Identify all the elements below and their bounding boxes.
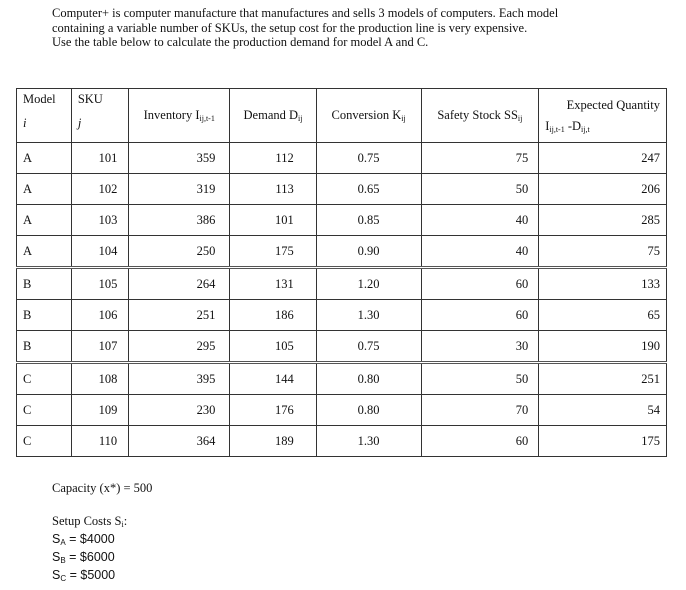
- cell-conversion: 1.30: [316, 426, 421, 457]
- setup-title-suffix: :: [123, 514, 128, 528]
- cell-inventory: 295: [129, 331, 230, 363]
- cell-model: A: [17, 174, 72, 205]
- cell-expected-quantity: 175: [539, 426, 667, 457]
- cell-safety-stock: 75: [421, 143, 539, 174]
- cell-demand: 189: [230, 426, 316, 457]
- cell-sku: 103: [71, 205, 128, 236]
- header-demand-label: Demand D: [243, 108, 299, 122]
- cell-expected-quantity: 133: [539, 268, 667, 300]
- cell-sku: 107: [71, 331, 128, 363]
- cell-inventory: 319: [129, 174, 230, 205]
- table-body: [17, 143, 667, 457]
- table-row: [17, 174, 667, 205]
- cell-expected-quantity: 54: [539, 395, 667, 426]
- setup-cost-symbol: S: [52, 532, 61, 546]
- header-conversion-label: Conversion K: [331, 108, 402, 122]
- cell-conversion: 1.20: [316, 268, 421, 300]
- cell-model: A: [17, 143, 72, 174]
- cell-safety-stock: 50: [421, 174, 539, 205]
- setup-cost-symbol: S: [52, 568, 61, 582]
- setup-cost-subscript: A: [60, 538, 66, 547]
- cell-safety-stock: 50: [421, 363, 539, 395]
- intro-paragraph: Computer+ is computer manufacture that manufactures and sells 3 models of computers. Each model containing a variable number of SKUs, the setup cost for the production line is very expensive.: [52, 6, 559, 35]
- header-conversion-sub: ij: [401, 114, 406, 123]
- cell-inventory: 386: [129, 205, 230, 236]
- setup-cost-value: = $6000: [65, 550, 115, 564]
- table-row: [17, 363, 667, 395]
- cell-expected-quantity: 285: [539, 205, 667, 236]
- cell-conversion: 1.30: [316, 300, 421, 331]
- setup-cost-line: [52, 550, 152, 568]
- setup-cost-value: = $4000: [65, 532, 115, 546]
- cell-inventory: 395: [129, 363, 230, 395]
- cell-inventory: 251: [129, 300, 230, 331]
- cell-sku: 105: [71, 268, 128, 300]
- cell-conversion: 0.80: [316, 395, 421, 426]
- cell-model: A: [17, 236, 72, 268]
- cell-demand: 101: [230, 205, 316, 236]
- header-safety-label: Safety Stock SS: [437, 108, 518, 122]
- cell-expected-quantity: 247: [539, 143, 667, 174]
- header-model-symbol: i: [23, 116, 27, 130]
- cell-model: B: [17, 268, 72, 300]
- header-expected-quantity: [539, 89, 667, 143]
- intro-instruction: Use the table below to calculate the production demand for model A and C.: [52, 35, 429, 49]
- table-row: [17, 300, 667, 331]
- cell-safety-stock: 40: [421, 205, 539, 236]
- cell-safety-stock: 60: [421, 426, 539, 457]
- cell-conversion: 0.85: [316, 205, 421, 236]
- cell-model: B: [17, 331, 72, 363]
- formula-i-sub: ij,t-1: [549, 124, 565, 134]
- cell-inventory: 264: [129, 268, 230, 300]
- setup-title-sub: i: [121, 520, 124, 529]
- table-row: [17, 143, 667, 174]
- sku-data-table: [16, 88, 667, 457]
- cell-model: C: [17, 426, 72, 457]
- formula-d-sub: ij,t: [581, 124, 590, 134]
- header-sku-symbol: j: [77, 116, 82, 130]
- cell-expected-quantity: 251: [539, 363, 667, 395]
- cell-sku: 104: [71, 236, 128, 268]
- cell-sku: 101: [71, 143, 128, 174]
- header-inventory: [129, 89, 230, 143]
- formula-minus-d: -D: [564, 118, 582, 133]
- footer-notes: [52, 481, 152, 586]
- cell-demand: 175: [230, 236, 316, 268]
- cell-demand: 112: [230, 143, 316, 174]
- header-inventory-label: Inventory I: [143, 108, 200, 122]
- cell-demand: 144: [230, 363, 316, 395]
- header-inventory-sub: ij,t-1: [199, 114, 215, 123]
- table-row: [17, 205, 667, 236]
- cell-conversion: 0.80: [316, 363, 421, 395]
- cell-sku: 108: [71, 363, 128, 395]
- cell-safety-stock: 70: [421, 395, 539, 426]
- setup-cost-value: = $5000: [66, 568, 116, 582]
- capacity-text: Capacity (x*) = 500: [52, 481, 153, 495]
- setup-costs-list: [52, 532, 152, 586]
- table-row: [17, 236, 667, 268]
- setup-cost-line: [52, 532, 152, 550]
- header-safety-stock: [421, 89, 539, 143]
- problem-statement: [52, 6, 612, 50]
- cell-demand: 131: [230, 268, 316, 300]
- header-conversion: [316, 89, 421, 143]
- table-row: [17, 268, 667, 300]
- cell-sku: 109: [71, 395, 128, 426]
- table-row: [17, 426, 667, 457]
- cell-safety-stock: 30: [421, 331, 539, 363]
- cell-demand: 186: [230, 300, 316, 331]
- header-demand: [230, 89, 316, 143]
- table-row: [17, 331, 667, 363]
- header-model-label: Model: [23, 92, 56, 106]
- setup-cost-line: [52, 568, 152, 586]
- cell-sku: 110: [71, 426, 128, 457]
- setup-cost-subscript: C: [60, 574, 67, 583]
- header-expected-formula: [545, 119, 660, 134]
- cell-inventory: 359: [129, 143, 230, 174]
- header-sku: [71, 89, 128, 143]
- cell-demand: 176: [230, 395, 316, 426]
- table-row: [17, 395, 667, 426]
- cell-sku: 106: [71, 300, 128, 331]
- cell-inventory: 364: [129, 426, 230, 457]
- cell-inventory: 230: [129, 395, 230, 426]
- setup-cost-symbol: S: [52, 550, 61, 564]
- cell-safety-stock: 60: [421, 300, 539, 331]
- cell-conversion: 0.65: [316, 174, 421, 205]
- header-expected-label: Expected Quantity: [566, 97, 660, 112]
- cell-demand: 105: [230, 331, 316, 363]
- header-safety-sub: ij: [517, 114, 523, 123]
- cell-sku: 102: [71, 174, 128, 205]
- table-header-row: [17, 89, 667, 143]
- cell-expected-quantity: 190: [539, 331, 667, 363]
- cell-model: A: [17, 205, 72, 236]
- setup-title-label: Setup Costs S: [52, 514, 122, 528]
- cell-safety-stock: 60: [421, 268, 539, 300]
- cell-model: C: [17, 395, 72, 426]
- cell-expected-quantity: 206: [539, 174, 667, 205]
- cell-conversion: 0.75: [316, 143, 421, 174]
- cell-inventory: 250: [129, 236, 230, 268]
- cell-expected-quantity: 65: [539, 300, 667, 331]
- cell-model: C: [17, 363, 72, 395]
- cell-demand: 113: [230, 174, 316, 205]
- cell-model: B: [17, 300, 72, 331]
- formula-i: I: [545, 118, 550, 133]
- cell-conversion: 0.75: [316, 331, 421, 363]
- header-demand-sub: ij: [298, 114, 303, 123]
- header-sku-label: SKU: [77, 92, 103, 106]
- cell-conversion: 0.90: [316, 236, 421, 268]
- setup-costs-title: [52, 514, 152, 532]
- cell-safety-stock: 40: [421, 236, 539, 268]
- setup-cost-subscript: B: [60, 556, 66, 565]
- header-model: [17, 89, 72, 143]
- cell-expected-quantity: 75: [539, 236, 667, 268]
